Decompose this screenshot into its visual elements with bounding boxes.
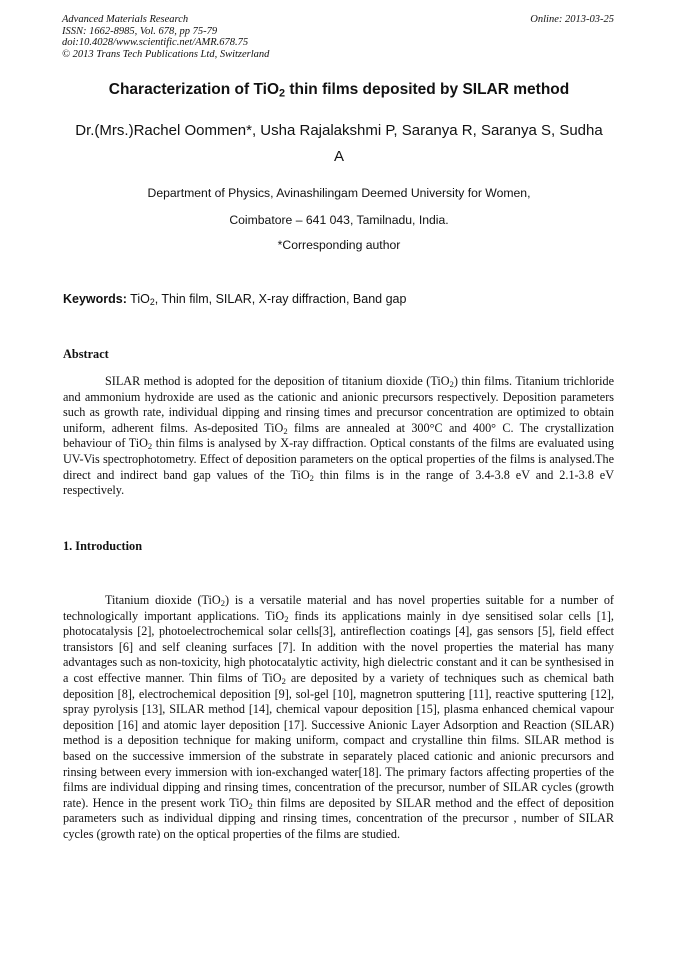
keywords-label: Keywords: <box>63 292 127 306</box>
intro-text: finds its applications mainly in dye sensitised solar cells [1], photocatalysis [2], photoelectrochemical solar cells[3], antireflection coatings [4], gas sensors [5], field effect transistors [6] and self cleaning surfaces [7]. In addition with the novel properties the material has many advantages such as non-toxicity, high photocatalytic activity, high dielectric constant and it can be synthesised in a cost effective manner. Thin films of TiO <box>63 608 614 685</box>
keyword-subscript: 2 <box>149 297 155 308</box>
affiliation-department: Department of Physics, Avinashilingam Deemed University for Women, <box>147 186 531 200</box>
title-subscript: 2 <box>279 87 286 100</box>
copyright-line: © 2013 Trans Tech Publications Ltd, Switzerland <box>62 48 270 60</box>
abstract-heading: Abstract <box>63 347 109 361</box>
keywords <box>63 292 406 306</box>
abstract-subscript: 2 <box>283 425 288 436</box>
introduction-body <box>63 593 614 843</box>
corresponding-author-note: *Corresponding author <box>277 238 401 252</box>
journal-name: Advanced Materials Research <box>62 14 189 25</box>
issn-line: ISSN: 1662-8985, Vol. 678, pp 75-79 <box>62 25 218 37</box>
online-date: Online: 2013-03-25 <box>530 14 614 25</box>
intro-text: thin films are deposited by SILAR method and the effect of deposition parameters such as individual dipping and rinsing times, concentration of the precursor , number of SILAR cycles (growth rate) on the optical properties of the films are studied. <box>63 795 615 841</box>
intro-text: are deposited by a variety of techniques such as chemical bath deposition [8], electrochemical deposition [9], sol-gel [10], magnetron sputtering [11], reactive sputtering [12], spray pyrolysis [13], SILAR method [14], chemical vapour deposition [15], plasma enhanced chemical vapour deposition [16] and atomic layer deposition [17]. Successive Anionic Layer Adsorption and Reaction (SILAR) method is a deposition technique for making uniform, compact and crystalline thin films. SILAR method is based on the successive immersion of the substrate in separately placed cationic and anionic precursors and rinsing between every immersion with ion-exchanged water[18]. The primary factors affecting properties of the films are individual dipping and rinsing times, concentration of the precursor, number of SILAR cycles (growth rate). Hence in the present work TiO <box>63 670 614 810</box>
doi-line: doi:10.4028/www.scientific.net/AMR.678.75 <box>62 37 249 48</box>
abstract-text: thin films is analysed by X-ray diffraction. Optical constants of the films are evaluated using UV-Vis spectrophotometry. Effect of deposition parameters on the optical properties of the films is analysed.The direct and indirect band gap values of the TiO <box>63 436 614 482</box>
abstract-subscript: 2 <box>449 379 454 390</box>
abstract-text: SILAR method is adopted for the deposition of titanium dioxide (TiO <box>105 374 450 388</box>
journal-metadata <box>62 14 269 60</box>
abstract-subscript: 2 <box>309 472 314 483</box>
intro-text: ) is a versatile material and has novel properties suitable for a number of technologically important applications. TiO <box>63 593 614 623</box>
abstract-subscript: 2 <box>147 441 153 452</box>
affiliation-address: Coimbatore – 641 043, Tamilnadu, India. <box>229 213 449 227</box>
intro-subscript: 2 <box>220 598 225 609</box>
title-text: Characterization of TiO <box>108 81 280 98</box>
author-list: Dr.(Mrs.)Rachel Oommen*, Usha Rajalakshmi P, Saranya R, Saranya S, Sudha A <box>75 122 603 165</box>
keywords-rest: , Thin film, SILAR, X-ray diffraction, Band gap <box>154 292 407 306</box>
abstract-text: thin films is in the range of 3.4-3.8 eV and 2.1-3.8 eV respectively. <box>63 467 614 498</box>
abstract-text: ) thin films. Titanium trichloride and ammonium hydroxide are used as the cationic and anionic precursors respectively. Deposition parameters such as growth rate, individual dipping and rinsing times and precursor concentration are optimized to obtain uniform, adherent films. As-deposited TiO <box>63 374 614 435</box>
intro-subscript: 2 <box>281 676 286 687</box>
abstract-text: films are annealed at 300°C and 400° C. The crystallization behaviour of TiO <box>63 420 614 451</box>
paper-title <box>0 81 678 99</box>
intro-subscript: 2 <box>284 613 289 624</box>
abstract-body <box>63 374 614 499</box>
keyword-tio2: TiO <box>130 292 150 306</box>
introduction-heading: 1. Introduction <box>63 539 143 553</box>
intro-text: Titanium dioxide (TiO <box>105 593 221 607</box>
intro-subscript: 2 <box>248 800 253 811</box>
title-text-end: thin films deposited by SILAR method <box>285 81 570 98</box>
